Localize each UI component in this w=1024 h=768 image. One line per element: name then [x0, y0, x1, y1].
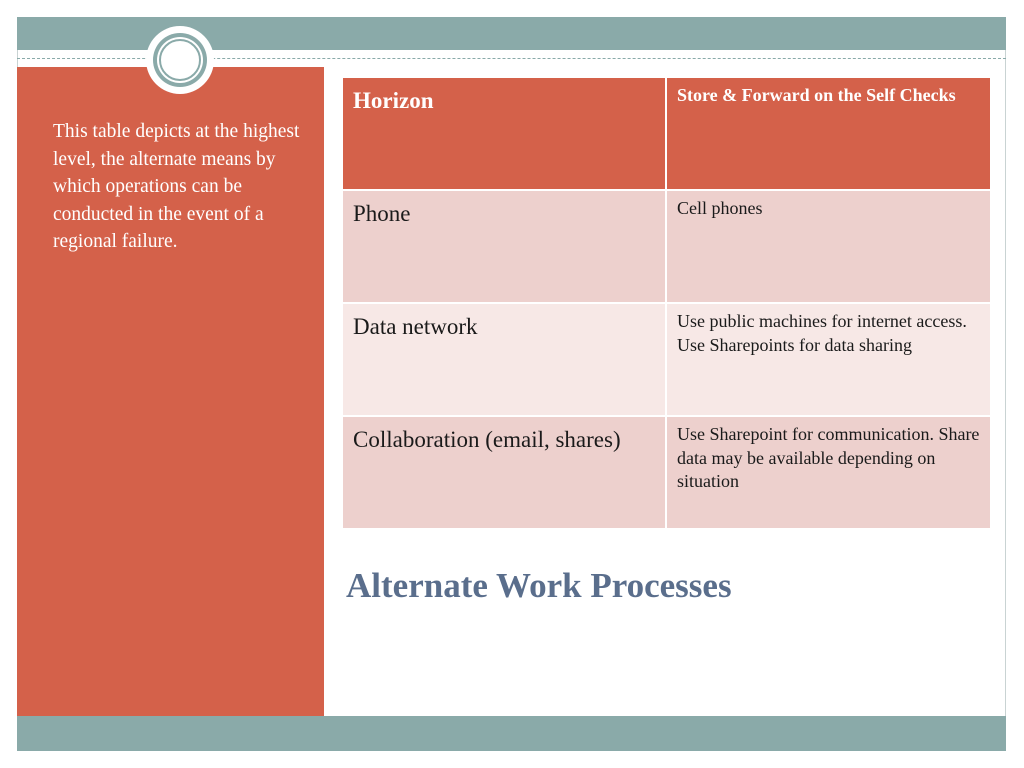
bottom-band — [17, 716, 1006, 751]
alternate-processes-table — [341, 76, 992, 530]
slide-title: Alternate Work Processes — [346, 566, 732, 605]
table-row — [342, 190, 991, 303]
row-label-cell: Phone — [342, 190, 666, 303]
header-cell-horizon: Horizon — [342, 77, 666, 190]
row-label-cell: Data network — [342, 303, 666, 416]
row-label-cell: Collaboration (email, shares) — [342, 416, 666, 529]
row-value-cell: Use public machines for internet access. Use Sharepoints for data sharing — [666, 303, 991, 416]
row-value-cell: Use Sharepoint for communication. Share data may be available depending on situation — [666, 416, 991, 529]
header-cell-store-forward: Store & Forward on the Self Checks — [666, 77, 991, 190]
table-header-row — [342, 77, 991, 190]
row-value-cell: Cell phones — [666, 190, 991, 303]
table-row — [342, 416, 991, 529]
table-row — [342, 303, 991, 416]
ring-ornament-core — [159, 39, 201, 81]
sidebar-description: This table depicts at the highest level, the alternate means by which operations can be conducted in the event of a regional failure. — [53, 121, 300, 252]
